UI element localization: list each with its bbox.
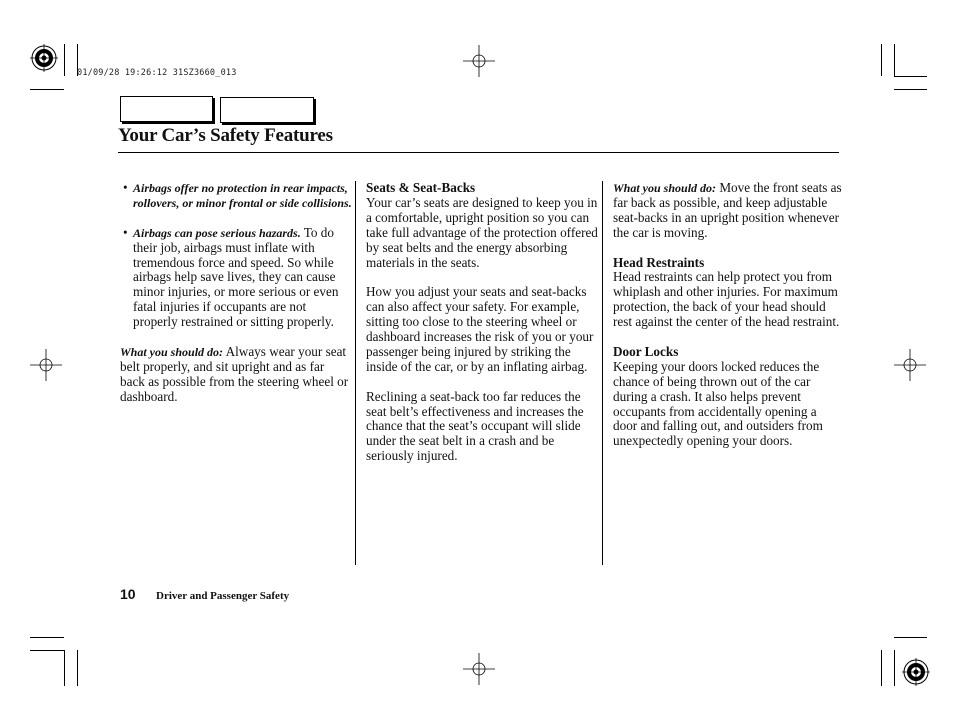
title-rule (118, 152, 839, 153)
crosshair-mark-icon (463, 45, 495, 77)
crop-mark (894, 637, 927, 638)
seats-section (366, 181, 598, 270)
advice-body: Move the front seats as far back as possible, and keep adjustable seat-backs in an upright position whenever the car is moving. (613, 180, 842, 240)
registration-target-icon (30, 44, 58, 72)
bullet-item (120, 226, 352, 330)
paragraph: Keeping your doors locked reduces the chance of being thrown out of the car during a crash. It also helps prevent occupants from accidentally opening a door and falling out, and outsiders from unexpectedly opening your doors. (613, 358, 823, 449)
crop-mark (30, 650, 64, 651)
section-heading: Head Restraints (613, 254, 705, 270)
page-number: 10 (120, 586, 136, 602)
crop-mark (77, 650, 78, 686)
section-name: Driver and Passenger Safety (156, 590, 290, 602)
column-middle (366, 181, 598, 479)
advice-body: Always wear your seat belt properly, and sit upright and as far back as possible from the steering wheel or dashboard. (120, 343, 349, 404)
page-title: Your Car’s Safety Features (118, 125, 333, 146)
crosshair-mark-icon (30, 349, 62, 381)
advice-paragraph (613, 181, 843, 241)
bullet-icon: • (123, 224, 128, 240)
crop-mark (64, 44, 65, 76)
column-left (120, 181, 352, 419)
paragraph: Reclining a seat-back too far reduces the seat belt’s effectiveness and increases the chance that the seat’s occupant will slide under the seat belt in a crash and be seriously injured. (366, 388, 584, 464)
registration-target-icon (902, 658, 930, 686)
column-divider (602, 181, 603, 565)
crop-mark (894, 44, 895, 76)
crop-mark (881, 650, 882, 686)
bullet-lead: Airbags can pose serious hazards. (133, 225, 301, 240)
section-tab-box (220, 97, 314, 123)
paragraph: Your car’s seats are designed to keep you in a comfortable, upright position so you can take full advantage of the protection offered by seat belts and the energy absorbing materials in the seats. (366, 194, 598, 270)
crosshair-mark-icon (463, 653, 495, 685)
crop-mark (894, 650, 895, 686)
bullet-icon: • (123, 180, 128, 195)
crop-mark (894, 76, 927, 77)
door-locks-section (613, 345, 843, 449)
crop-mark (881, 44, 882, 76)
crop-mark (30, 637, 64, 638)
bullet-item (120, 181, 352, 211)
bullet-text: Airbags offer no protection in rear impacts, rollovers, or minor frontal or side collisions. (133, 181, 352, 210)
column-divider (355, 181, 356, 565)
crosshair-mark-icon (894, 349, 926, 381)
advice-paragraph (120, 345, 352, 405)
crop-mark (64, 650, 65, 686)
advice-lead: What you should do: (613, 181, 717, 195)
head-restraints-section (613, 256, 843, 331)
paragraph: Head restraints can help protect you from whiplash and other injuries. For maximum protection, the back of your head should rest against the center of the head restraint. (613, 269, 840, 330)
section-tab-box (120, 96, 213, 122)
paragraph: How you adjust your seats and seat-backs can also affect your safety. For example, sitting too close to the steering wheel or dashboard increases the risk of you or your passenger being injured by striking the inside of the car, or by an inflating airbag. (366, 284, 594, 374)
section-heading: Seats & Seat-Backs (366, 180, 476, 195)
section-heading: Door Locks (613, 343, 679, 359)
advice-lead: What you should do: (120, 344, 224, 359)
bullet-body: To do their job, airbags must inflate with tremendous force and speed. So while airbags help save lives, they can cause minor injuries, or more serious or even fatal injuries if occupants are not properly restrained or sitting properly. (133, 224, 339, 330)
column-right (613, 181, 843, 464)
crop-mark (894, 89, 927, 90)
print-stamp: 01/09/28 19:26:12 31SZ3660_013 (77, 68, 237, 78)
crop-mark (30, 89, 64, 90)
